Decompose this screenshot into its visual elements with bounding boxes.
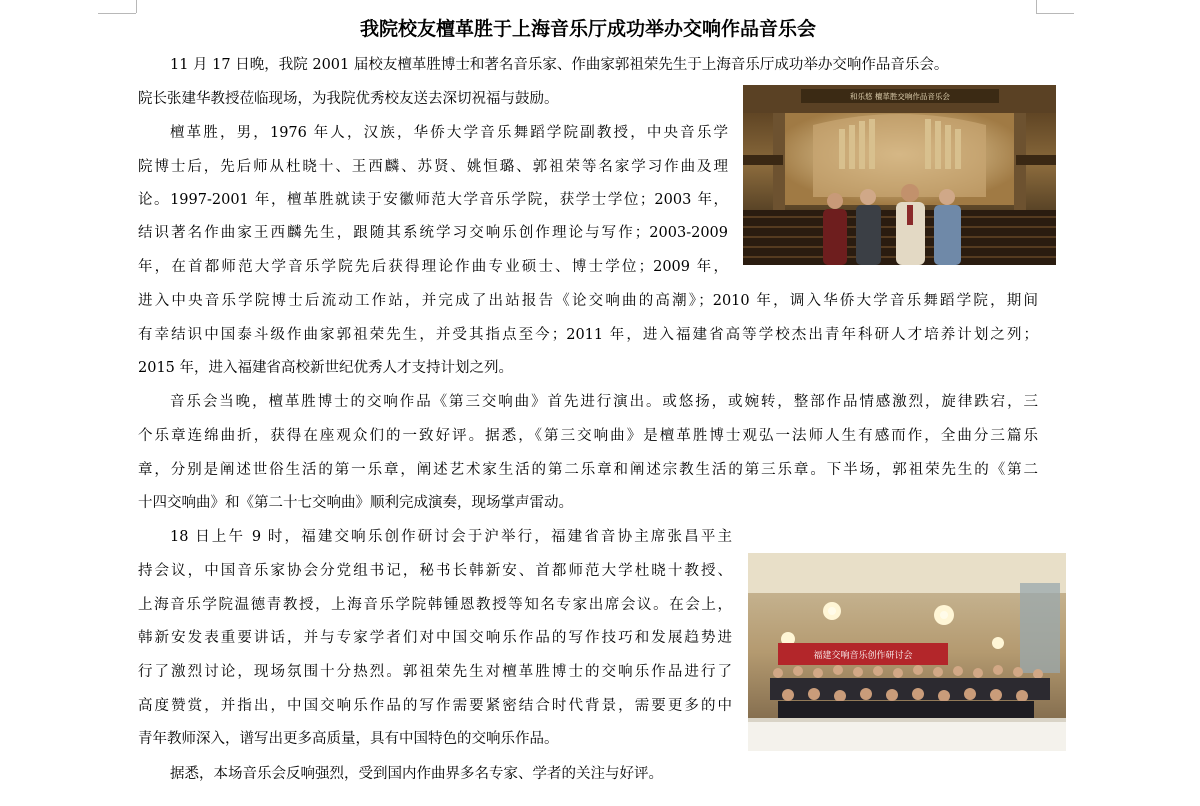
text-line: 2015 年，进入福建省高校新世纪优秀人才支持计划之列。 — [138, 360, 514, 376]
text-line: 青年教师深入，谱写出更多高质量，具有中国特色的交响乐作品。 — [138, 731, 559, 747]
text-line: 结识著名作曲家王西麟先生，跟随其系统学习交响乐创作理论与写作；2003-2009 — [138, 225, 728, 241]
text-line: 院博士后，先后师从杜晓十、王西麟、苏贤、姚恒璐、郭祖荣等名家学习作曲及理 — [138, 159, 728, 175]
text-line: 年，在首都师范大学音乐学院先后获得理论作曲专业硕士、博士学位；2009 年， — [138, 259, 728, 275]
text-line: 院长张建华教授莅临现场，为我院优秀校友送去深切祝福与鼓励。 — [138, 91, 559, 107]
article-title: 我院校友檀革胜于上海音乐厅成功举办交响作品音乐会 — [359, 18, 816, 40]
text-line: 11 月 17 日晚，我院 2001 届校友檀革胜博士和著名音乐家、作曲家郭祖荣先生于上海音乐厅成功举办交响作品音乐会。 — [170, 57, 949, 73]
margin-mark-top-left — [98, 0, 136, 14]
margin-mark-top-right-vertical — [1036, 0, 1037, 13]
text-line: 有幸结识中国泰斗级作曲家郭祖荣先生，并受其指点至今；2011 年，进入福建省高等学校杰出青年科研人才培养计划之列； — [138, 327, 1038, 343]
text-line: 持会议，中国音乐家协会分党组书记，秘书长韩新安、首都师范大学杜晓十教授、 — [138, 563, 732, 579]
text-line: 十四交响曲》和《第二十七交响曲》顺利完成演奏，现场掌声雷动。 — [138, 495, 573, 511]
text-line: 上海音乐学院温德青教授，上海音乐学院韩锺恩教授等知名专家出席会议。在会上， — [138, 597, 732, 613]
text-line: 檀革胜，男，1976 年人，汉族，华侨大学音乐舞蹈学院副教授，中央音乐学 — [170, 125, 728, 141]
text-line: 韩新安发表重要讲话，并与专家学者们对中国交响乐作品的写作技巧和发展趋势进 — [138, 630, 732, 646]
seminar-banner-text: 福建交响音乐创作研讨会 — [813, 651, 913, 661]
text-line: 章，分别是阐述世俗生活的第一乐章，阐述艺术家生活的第二乐章和阐述宗教生活的第三乐章。下半场，郭祖荣先生的《第二 — [138, 462, 1038, 478]
concert-banner-text: 和乐悠 檀革胜交响作品音乐会 — [850, 92, 950, 101]
text-line: 据悉，本场音乐会反响强烈，受到国内作曲界多名专家、学者的关注与好评。 — [170, 766, 663, 782]
margin-mark-top-right — [1036, 0, 1074, 14]
text-line: 进入中央音乐学院博士后流动工作站，并完成了出站报告《论交响曲的高潮》；2010 年，调入华侨大学音乐舞蹈学院，期间 — [138, 293, 1038, 309]
text-line: 行了激烈讨论，现场氛围十分热烈。郭祖荣先生对檀革胜博士的交响乐作品进行了 — [138, 664, 732, 680]
concert-hall-photo — [743, 85, 1056, 265]
text-line: 18 日上午 9 时，福建交响乐创作研讨会于沪举行，福建省音协主席张昌平主 — [170, 529, 732, 545]
text-line: 音乐会当晚，檀革胜博士的交响作品《第三交响曲》首先进行演出。或悠扬，或婉转，整部作品情感激烈，旋律跌宕，三 — [170, 394, 1038, 410]
text-line: 论。1997-2001 年，檀革胜就读于安徽师范大学音乐学院，获学士学位；2003 年， — [138, 192, 728, 208]
margin-mark-top-left-vertical — [136, 0, 137, 13]
text-line: 个乐章连绵曲折，获得在座观众们的一致好评。据悉，《第三交响曲》是檀革胜博士观弘一法师人生有感而作，全曲分三篇乐 — [138, 428, 1038, 444]
text-line: 高度赞赏，并指出，中国交响乐作品的写作需要紧密结合时代背景，需要更多的中 — [138, 698, 732, 714]
seminar-group-photo — [748, 553, 1066, 751]
